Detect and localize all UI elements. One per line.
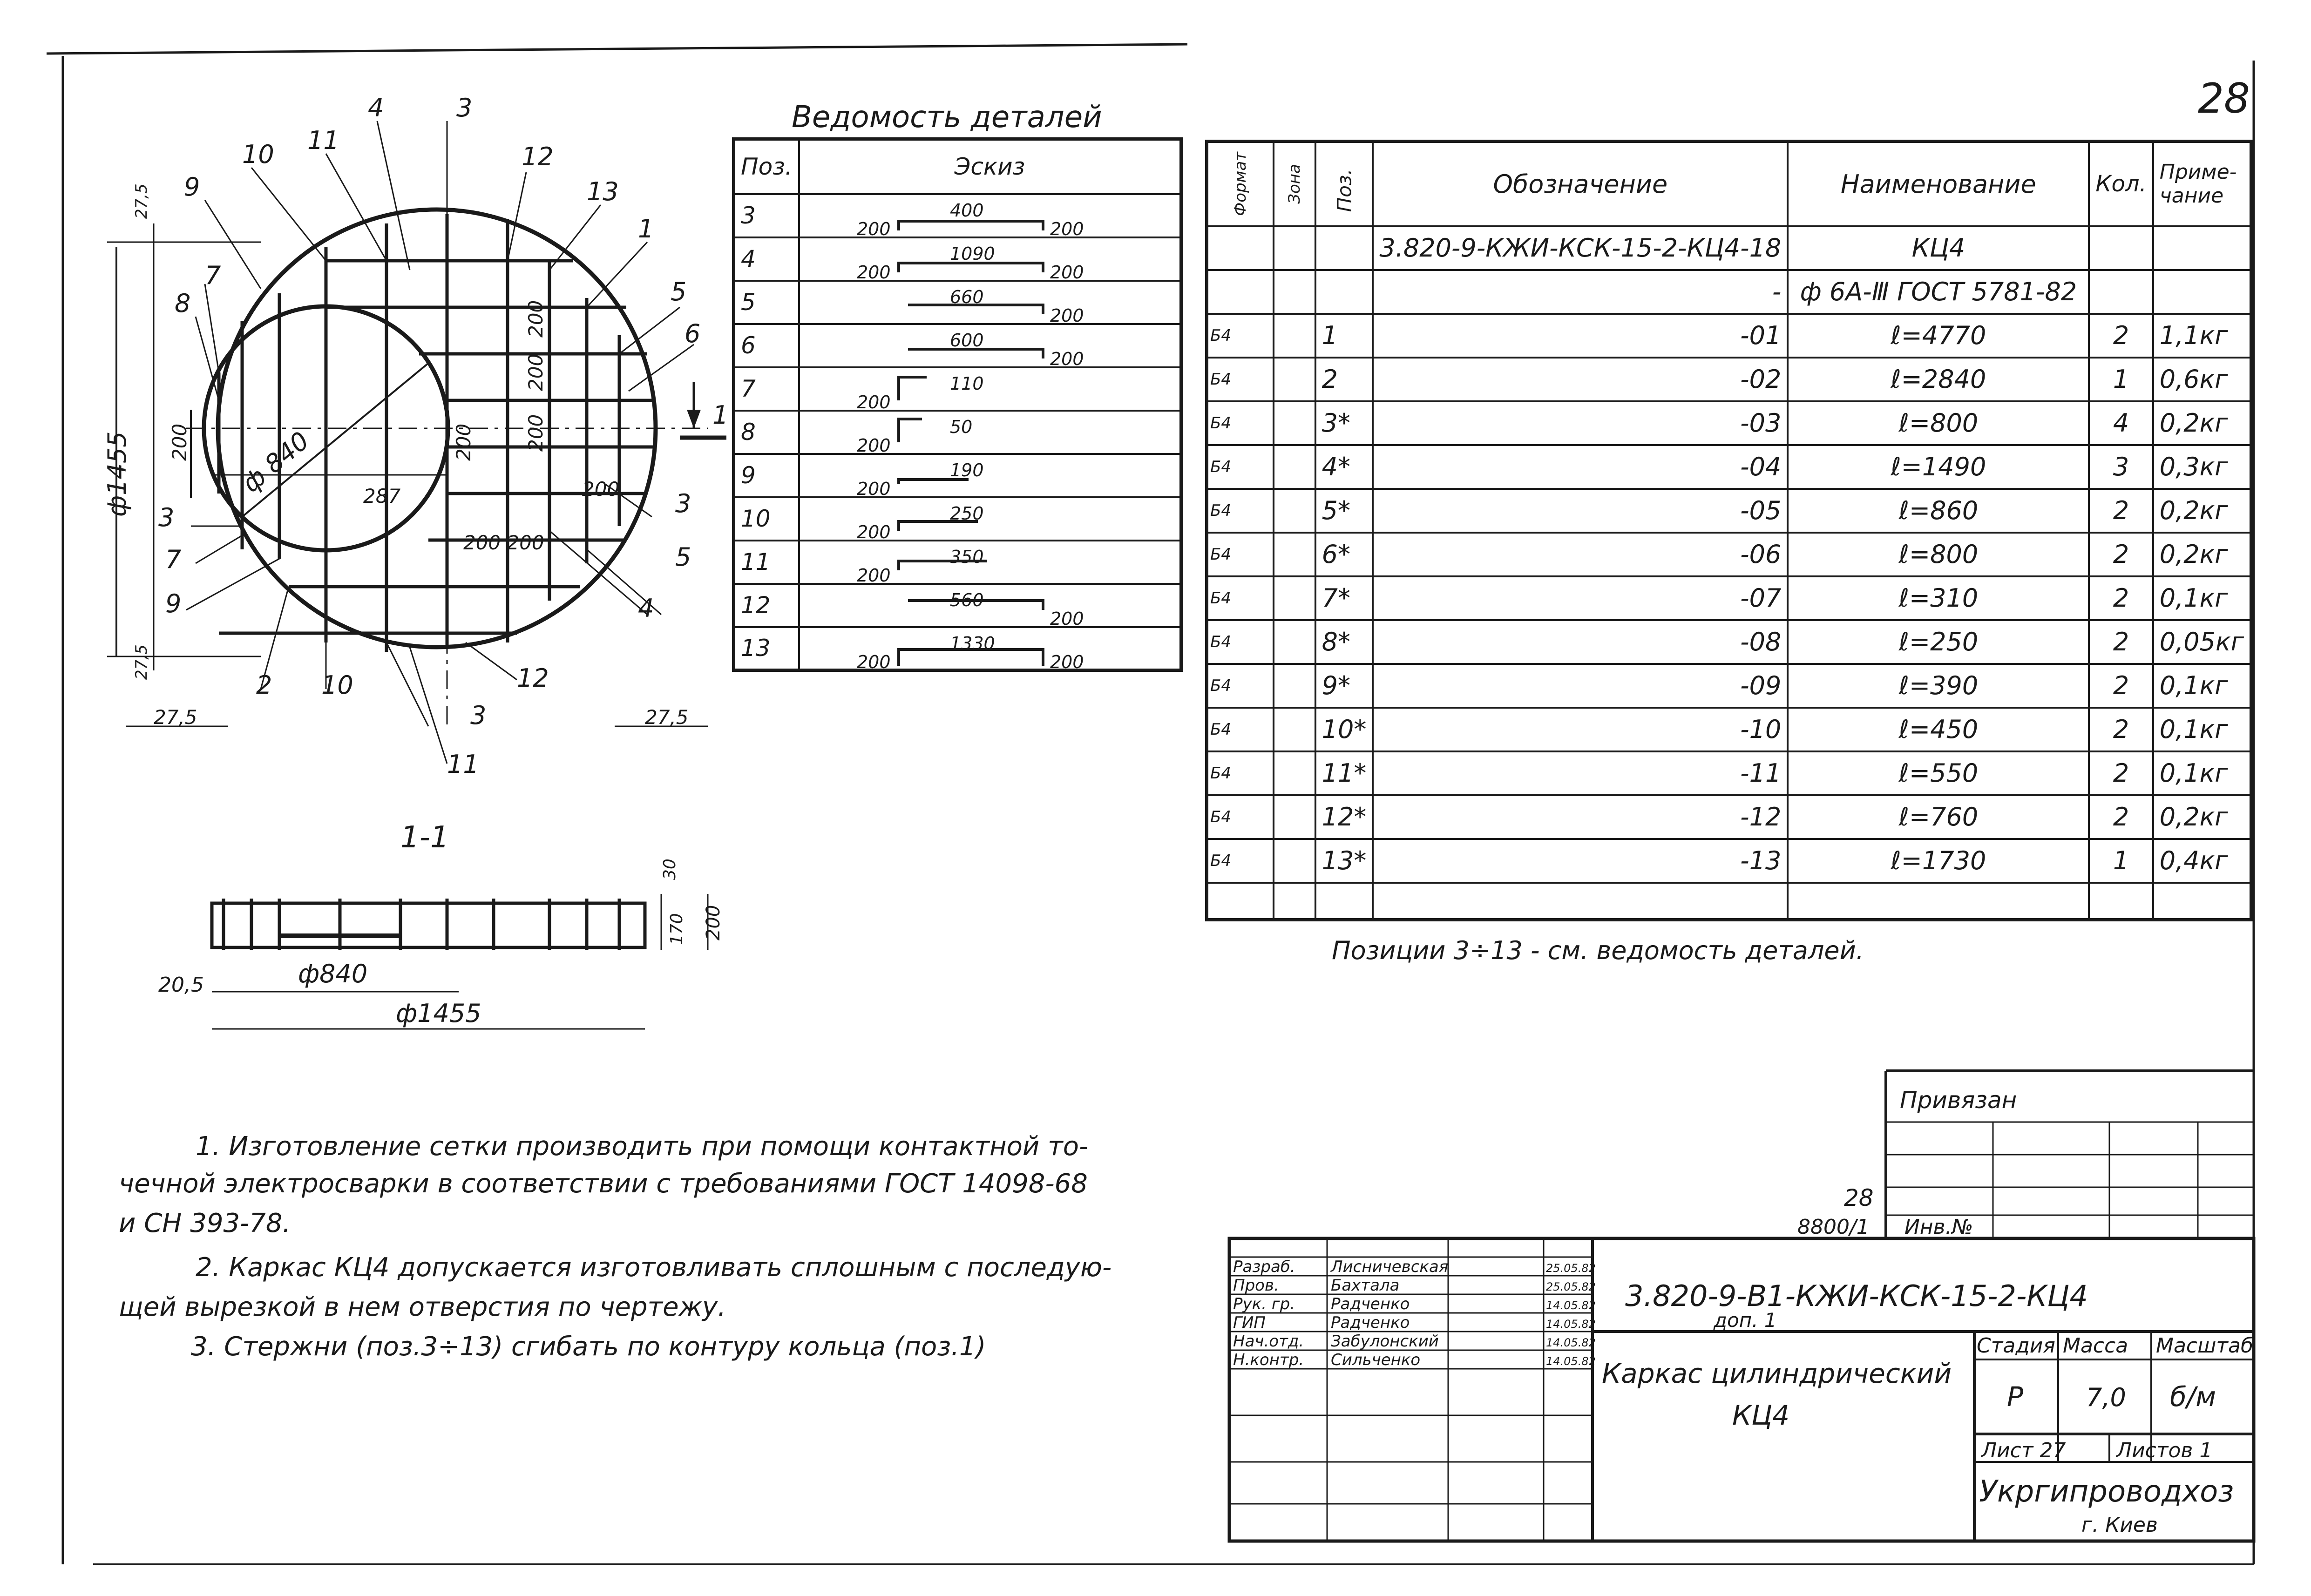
stamp-person-name: Забулонский: [1331, 1332, 1439, 1351]
spec-cell-pos: 2: [1315, 358, 1373, 401]
dim-d1455-plan: ф1455: [102, 431, 132, 517]
pos-label-5b: 5: [675, 542, 691, 572]
spec-cell-qty: 2: [2089, 708, 2153, 751]
spec-cell-qty: 4: [2089, 401, 2153, 445]
stamp-scale: б/м: [2170, 1381, 2216, 1413]
dim-27-5-left: 27,5: [154, 706, 197, 729]
spec-cell-name: ℓ=760: [1788, 795, 2089, 839]
dim-200-b: 200: [524, 353, 547, 391]
spec-footnote: Позиции 3÷13 - см. ведомость деталей.: [1332, 936, 1864, 965]
spec-cell-note: 0,2кг: [2153, 533, 2251, 576]
detail-pos: 3: [734, 194, 799, 237]
dim-30: 30: [660, 859, 679, 880]
spec-cell-pos: 11*: [1315, 751, 1373, 795]
pos-label-7b: 7: [165, 545, 182, 574]
spec-cell-pos: 9*: [1315, 664, 1373, 708]
spec-cell-pos: 7*: [1315, 576, 1373, 620]
dim-d1455: ф1455: [396, 999, 481, 1028]
stamp-stage-label: Стадия: [1977, 1334, 2055, 1358]
stamp-person-date: 25.05.82: [1546, 1280, 1596, 1293]
sketch-dim-len: 400: [950, 200, 984, 221]
spec-cell-designation: -03: [1373, 401, 1788, 445]
detail-pos: 7: [734, 367, 799, 411]
spec-cell-format: Б4: [1207, 664, 1274, 708]
spec-cell-designation: -10: [1373, 708, 1788, 751]
spec-cell-pos: 8*: [1315, 620, 1373, 664]
detail-pos: 13: [734, 627, 799, 670]
dim-27-5-bottom: 27,5: [132, 644, 151, 680]
dim-200-section: 200: [703, 905, 724, 940]
dim-170: 170: [667, 913, 686, 945]
spec-cell-note: 0,1кг: [2153, 751, 2251, 795]
spec-cell-name: ℓ=800: [1788, 533, 2089, 576]
spec-cell-note: 0,1кг: [2153, 708, 2251, 751]
spec-cell-qty: 2: [2089, 795, 2153, 839]
stamp-inv-num-top: 28: [1844, 1184, 1874, 1211]
pos-label-12b: 12: [517, 663, 549, 693]
stamp-stage: Р: [2007, 1381, 2023, 1413]
dim-200-c: 200: [524, 414, 547, 452]
detail-header-sketch: Эскиз: [799, 139, 1181, 194]
dim-200-a: 200: [524, 300, 547, 338]
stamp-org: Укргипроводхоз: [1979, 1474, 2234, 1509]
pos-label-3: 3: [456, 93, 473, 122]
stamp-person-name: Бахтала: [1331, 1276, 1400, 1295]
pos-label-11: 11: [307, 126, 339, 155]
detail-pos: 9: [734, 454, 799, 497]
spec-cell-qty: 2: [2089, 620, 2153, 664]
detail-pos: 11: [734, 541, 799, 584]
pos-label-3d: 3: [470, 701, 487, 730]
section-title: 1-1: [400, 820, 449, 855]
spec-cell-name: КЦ4: [1788, 226, 2089, 270]
spec-cell-name: ℓ=1490: [1788, 445, 2089, 489]
stamp-person-date: 14.05.82: [1546, 1299, 1596, 1312]
spec-cell-name: ℓ=550: [1788, 751, 2089, 795]
stamp-title-1: Каркас цилиндрический: [1602, 1358, 1952, 1389]
pos-label-7: 7: [205, 261, 221, 290]
sketch-dim-left: 200: [857, 565, 891, 586]
stamp-sheets: Листов 1: [2116, 1439, 2213, 1462]
spec-cell-designation: -08: [1373, 620, 1788, 664]
stamp-city: г. Киев: [2081, 1513, 2158, 1537]
sketch-dim-len: 350: [950, 547, 984, 567]
stamp-person-role: Разраб.: [1233, 1258, 1295, 1276]
spec-cell-format: Б4: [1207, 751, 1274, 795]
spec-cell-qty: 2: [2089, 576, 2153, 620]
spec-cell-note: 1,1кг: [2153, 314, 2251, 358]
sheet-number: 28: [2198, 74, 2250, 122]
sketch-dim-len: 1090: [950, 243, 995, 264]
detail-pos: 6: [734, 324, 799, 367]
stamp-person-name: Лисничевская: [1331, 1258, 1449, 1276]
spec-cell-designation: -02: [1373, 358, 1788, 401]
sketch-dim-left: 200: [857, 479, 891, 499]
spec-cell-pos: 13*: [1315, 839, 1373, 883]
detail-list-title: Ведомость деталей: [792, 100, 1102, 135]
stamp-person-role: Нач.отд.: [1233, 1332, 1304, 1351]
spec-cell-format: Б4: [1207, 708, 1274, 751]
stamp-person-date: 14.05.82: [1546, 1336, 1596, 1349]
pos-label-4b: 4: [638, 594, 654, 623]
spec-header-format: Формат: [1207, 142, 1274, 226]
spec-cell-note: 0,2кг: [2153, 489, 2251, 533]
stamp-title-2: КЦ4: [1732, 1400, 1790, 1431]
stamp-person-role: Н.контр.: [1233, 1351, 1304, 1369]
spec-cell-designation: -07: [1373, 576, 1788, 620]
spec-cell-format: Б4: [1207, 489, 1274, 533]
spec-cell-pos: 1: [1315, 314, 1373, 358]
sketch-dim-left: 200: [857, 392, 891, 413]
spec-header-note: Приме-чание: [2153, 142, 2251, 226]
sketch-dim-left: 200: [857, 652, 891, 672]
stamp-person-name: Радченко: [1331, 1313, 1410, 1332]
stamp-person-role: ГИП: [1233, 1313, 1266, 1332]
pos-label-6: 6: [684, 319, 701, 348]
spec-cell-qty: 2: [2089, 664, 2153, 708]
spec-cell-designation: -05: [1373, 489, 1788, 533]
sketch-dim-right: 200: [1050, 219, 1084, 239]
spec-cell-name: ℓ=800: [1788, 401, 2089, 445]
spec-cell-qty: 2: [2089, 314, 2153, 358]
spec-cell-name: ℓ=250: [1788, 620, 2089, 664]
spec-cell-name: ℓ=450: [1788, 708, 2089, 751]
spec-header-designation: Обозначение: [1373, 142, 1788, 226]
sketch-dim-len: 1330: [950, 633, 995, 654]
spec-header-name: Наименование: [1788, 142, 2089, 226]
pos-label-11b: 11: [447, 750, 479, 779]
stamp-inv-label: Инв.№: [1904, 1215, 1973, 1239]
sketch-dim-len: 660: [950, 287, 984, 307]
spec-cell-qty: 1: [2089, 358, 2153, 401]
stamp-code: 3.820-9-В1-КЖИ-КСК-15-2-КЦ4: [1625, 1279, 2088, 1313]
spec-cell-qty: 2: [2089, 533, 2153, 576]
spec-cell-qty: 1: [2089, 839, 2153, 883]
spec-cell-format: Б4: [1207, 795, 1274, 839]
spec-cell-name: ℓ=390: [1788, 664, 2089, 708]
note-line-3: и СН 393-78.: [119, 1208, 291, 1238]
sketch-dim-len: 50: [950, 417, 973, 437]
note-line-2: чечной электросварки в соответствии с требованиями ГОСТ 14098-68: [119, 1169, 1088, 1199]
spec-cell-name: ℓ=4770: [1788, 314, 2089, 358]
sketch-dim-len: 560: [950, 590, 984, 610]
spec-cell-format: Б4: [1207, 576, 1274, 620]
spec-cell-note: 0,3кг: [2153, 445, 2251, 489]
spec-cell-note: 0,6кг: [2153, 358, 2251, 401]
spec-cell-pos: 12*: [1315, 795, 1373, 839]
detail-pos: 12: [734, 584, 799, 627]
pos-label-9: 9: [184, 172, 200, 202]
spec-cell-qty: 3: [2089, 445, 2153, 489]
spec-cell-designation: -11: [1373, 751, 1788, 795]
spec-cell-note: 0,2кг: [2153, 795, 2251, 839]
dim-200-d: 200: [582, 478, 620, 500]
pos-label-3b: 3: [158, 503, 175, 532]
pos-label-10: 10: [242, 140, 274, 169]
pos-label-3c: 3: [675, 489, 691, 518]
dim-20-5: 20,5: [158, 973, 204, 997]
note-line-1: 1. Изготовление сетки производить при помощи контактной то-: [196, 1131, 1089, 1162]
spec-cell-pos: 3*: [1315, 401, 1373, 445]
dim-d840: ф840: [298, 959, 368, 988]
sketch-dim-right: 200: [1050, 262, 1084, 283]
spec-cell-designation: -: [1373, 270, 1788, 314]
spec-cell-designation: -09: [1373, 664, 1788, 708]
spec-cell-designation: -04: [1373, 445, 1788, 489]
stamp-person-date: 25.05.82: [1546, 1262, 1596, 1275]
spec-cell-designation: 3.820-9-КЖИ-КСК-15-2-КЦ4-18: [1373, 226, 1788, 270]
pos-label-5: 5: [671, 277, 687, 306]
pos-label-4: 4: [368, 93, 384, 122]
detail-pos: 10: [734, 497, 799, 541]
spec-header-zone: Зона: [1274, 142, 1315, 226]
stamp-person-date: 14.05.82: [1546, 1355, 1596, 1368]
spec-cell-designation: -13: [1373, 839, 1788, 883]
pos-label-9b: 9: [165, 589, 182, 618]
spec-cell-name: ф 6А-Ⅲ ГОСТ 5781-82: [1788, 270, 2089, 314]
sketch-dim-right: 200: [1050, 609, 1084, 629]
sketch-dim-len: 600: [950, 330, 984, 351]
spec-cell-format: Б4: [1207, 358, 1274, 401]
spec-cell-note: 0,05кг: [2153, 620, 2251, 664]
spec-cell-format: Б4: [1207, 401, 1274, 445]
stamp-person-name: Сильченко: [1331, 1351, 1421, 1369]
spec-cell-format: Б4: [1207, 445, 1274, 489]
spec-header-qty: Кол.: [2089, 142, 2153, 226]
spec-cell-format: Б4: [1207, 620, 1274, 664]
stamp-inv-num-bottom: 8800/1: [1797, 1215, 1870, 1239]
stamp-person-name: Радченко: [1331, 1295, 1410, 1313]
spec-cell-note: 0,1кг: [2153, 664, 2251, 708]
stamp-privyazan: Привязан: [1900, 1087, 2017, 1114]
dim-27-5-right: 27,5: [645, 706, 689, 729]
spec-cell-note: 0,1кг: [2153, 576, 2251, 620]
spec-cell-format: Б4: [1207, 314, 1274, 358]
note-line-4: 2. Каркас КЦ4 допускается изготовливать сплошным с последую-: [196, 1252, 1112, 1283]
note-line-5: щей вырезкой в нем отверстия по чертежу.: [119, 1292, 726, 1322]
sketch-dim-left: 200: [857, 262, 891, 283]
sketch-dim-right: 200: [1050, 349, 1084, 369]
sketch-dim-len: 250: [950, 503, 984, 524]
spec-cell-pos: 5*: [1315, 489, 1373, 533]
spec-cell-name: ℓ=310: [1788, 576, 2089, 620]
detail-pos: 5: [734, 281, 799, 324]
pos-label-13: 13: [587, 177, 619, 206]
spec-cell-note: 0,2кг: [2153, 401, 2251, 445]
detail-pos: 8: [734, 411, 799, 454]
stamp-scale-label: Масштаб: [2156, 1334, 2254, 1358]
sketch-dim-right: 200: [1050, 652, 1084, 672]
spec-cell-name: ℓ=2840: [1788, 358, 2089, 401]
pos-label-10b: 10: [321, 670, 353, 700]
spec-cell-format: Б4: [1207, 533, 1274, 576]
spec-cell-pos: 10*: [1315, 708, 1373, 751]
dim-200-200: 200 200: [463, 531, 544, 554]
stamp-sheet: Лист 27: [1981, 1439, 2066, 1462]
dim-27-5-top: 27,5: [132, 183, 151, 219]
sketch-dim-len: 110: [950, 373, 984, 394]
stamp-person-date: 14.05.82: [1546, 1318, 1596, 1331]
section-marker: 1: [712, 400, 729, 430]
spec-cell-pos: 4*: [1315, 445, 1373, 489]
spec-cell-pos: 6*: [1315, 533, 1373, 576]
dim-d840-plan: ф 840: [236, 426, 315, 498]
sketch-dim-len: 190: [950, 460, 984, 480]
spec-cell-qty: 2: [2089, 489, 2153, 533]
detail-pos: 4: [734, 237, 799, 281]
dim-200-left: 200: [168, 423, 191, 461]
pos-label-12: 12: [522, 142, 554, 171]
spec-header-pos: Поз.: [1315, 142, 1373, 226]
detail-header-pos: Поз.: [734, 139, 799, 194]
dim-287: 287: [363, 485, 401, 507]
pos-label-1: 1: [638, 214, 654, 243]
pos-label-8: 8: [175, 289, 191, 318]
spec-cell-name: ℓ=860: [1788, 489, 2089, 533]
spec-cell-designation: -06: [1373, 533, 1788, 576]
pos-label-2: 2: [256, 670, 272, 700]
spec-cell-designation: -12: [1373, 795, 1788, 839]
spec-cell-format: Б4: [1207, 839, 1274, 883]
spec-cell-name: ℓ=1730: [1788, 839, 2089, 883]
spec-cell-designation: -01: [1373, 314, 1788, 358]
spec-cell-note: 0,4кг: [2153, 839, 2251, 883]
stamp-mass-label: Масса: [2063, 1334, 2128, 1358]
dim-200-hole: 200: [452, 423, 475, 461]
sketch-dim-left: 200: [857, 219, 891, 239]
stamp-mass: 7,0: [2086, 1383, 2126, 1412]
sketch-dim-left: 200: [857, 435, 891, 456]
sketch-dim-right: 200: [1050, 305, 1084, 326]
note-line-6: 3. Стержни (поз.3÷13) сгибать по контуру кольца (поз.1): [191, 1332, 986, 1362]
sketch-dim-left: 200: [857, 522, 891, 542]
stamp-person-role: Рук. гр.: [1233, 1295, 1295, 1313]
spec-cell-qty: 2: [2089, 751, 2153, 795]
stamp-code-sub: доп. 1: [1714, 1309, 1777, 1332]
stamp-person-role: Пров.: [1233, 1276, 1279, 1295]
